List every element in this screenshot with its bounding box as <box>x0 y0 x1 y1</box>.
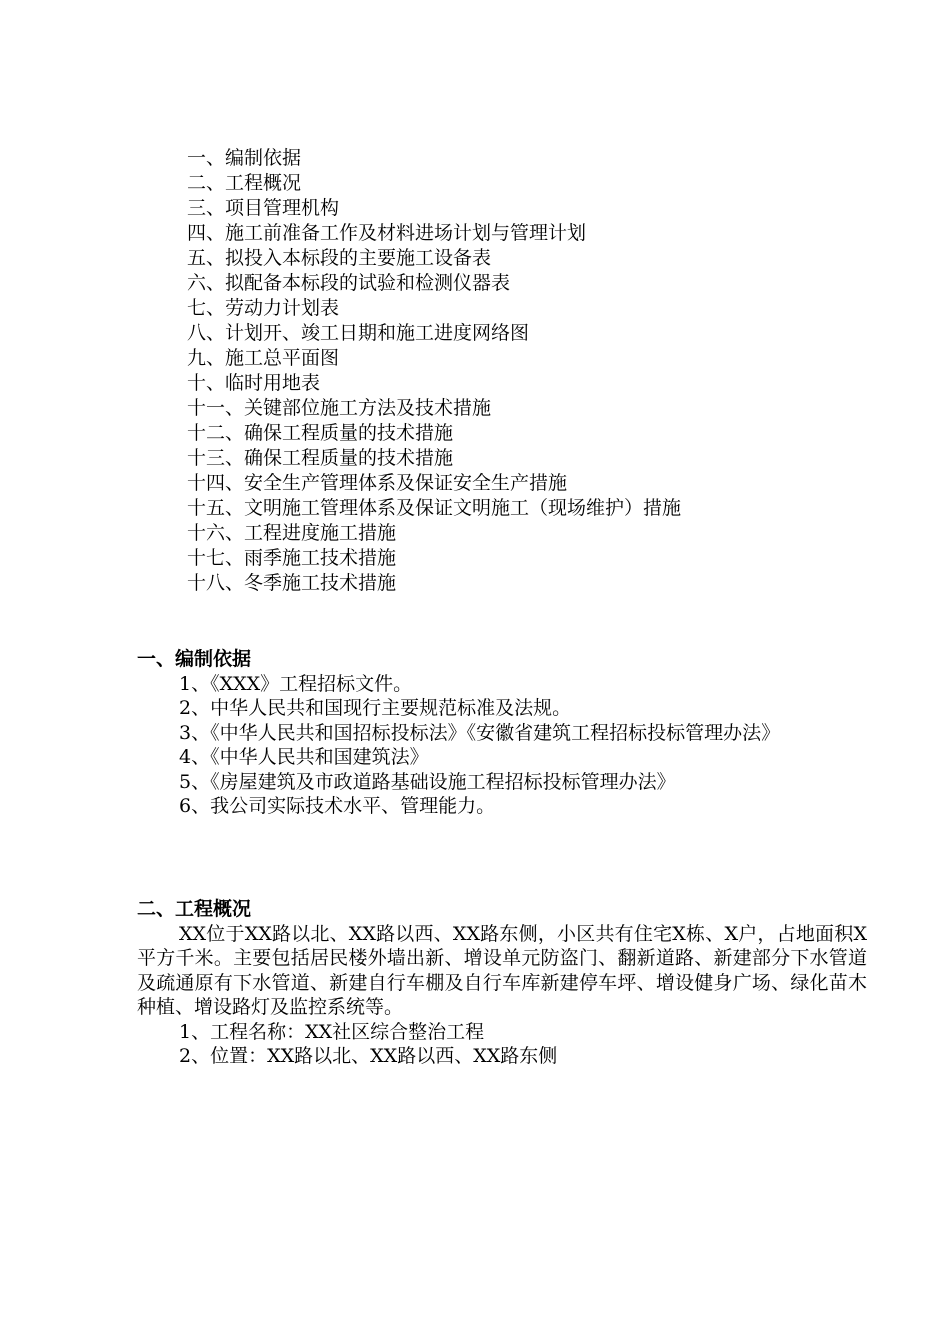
toc-item: 七、劳动力计划表 <box>187 297 340 319</box>
overview-item: 2、位置：XX路以北、XX路以西、XX路东侧 <box>179 1045 558 1068</box>
basis-item: 6、我公司实际技术水平、管理能力。 <box>179 795 496 818</box>
toc-item: 十、临时用地表 <box>187 372 321 394</box>
basis-item: 5、《房屋建筑及市政道路基础设施工程招标投标管理办法》 <box>179 770 676 793</box>
overview-paragraph: XX位于XX路以北、XX路以西、XX路东侧，小区共有住宅X栋、X户，占地面积X平方千米。主要包括居民楼外墙出新、增设单元防盗门、翻新道路、新建部分下水管道及疏通原有下水管道、新建自行车棚及自行车库新建停车坪、增设健身广场、绿化苗木种植、增设路灯及监控系统等。 <box>137 923 867 1019</box>
toc-item: 十二、确保工程质量的技术措施 <box>187 422 454 444</box>
toc-item: 十五、文明施工管理体系及保证文明施工（现场维护）措施 <box>187 497 682 519</box>
toc-item: 十四、安全生产管理体系及保证安全生产措施 <box>187 472 568 494</box>
toc-item: 十三、确保工程质量的技术措施 <box>187 447 454 469</box>
section-project-overview <box>137 896 867 1068</box>
toc-item: 十一、关键部位施工方法及技术措施 <box>187 397 492 419</box>
toc-item: 十七、雨季施工技术措施 <box>187 547 397 569</box>
toc-item: 十六、工程进度施工措施 <box>187 522 397 544</box>
overview-item: 1、工程名称：XX社区综合整治工程 <box>179 1020 485 1043</box>
basis-item: 1、《XXX》工程招标文件。 <box>179 673 413 695</box>
toc-item: 九、施工总平面图 <box>187 347 340 369</box>
toc-item: 六、拟配备本标段的试验和检测仪器表 <box>187 272 511 294</box>
table-of-contents <box>187 146 681 596</box>
toc-item: 二、工程概况 <box>187 172 302 194</box>
toc-item: 八、计划开、竣工日期和施工进度网络图 <box>187 322 530 344</box>
basis-item: 4、《中华人民共和国建筑法》 <box>179 746 429 769</box>
toc-item: 三、项目管理机构 <box>187 197 340 219</box>
section-compilation-basis <box>137 646 867 818</box>
section-heading: 二、工程概况 <box>137 898 252 920</box>
toc-item: 五、拟投入本标段的主要施工设备表 <box>187 247 492 269</box>
toc-item: 十八、冬季施工技术措施 <box>187 572 397 594</box>
basis-item: 2、中华人民共和国现行主要规范标准及法规。 <box>179 697 572 720</box>
toc-item: 四、施工前准备工作及材料进场计划与管理计划 <box>187 222 587 244</box>
section-heading: 一、编制依据 <box>137 648 252 670</box>
basis-item: 3、《中华人民共和国招标投标法》《安徽省建筑工程招标投标管理办法》 <box>179 721 781 744</box>
toc-item: 一、编制依据 <box>187 147 302 169</box>
